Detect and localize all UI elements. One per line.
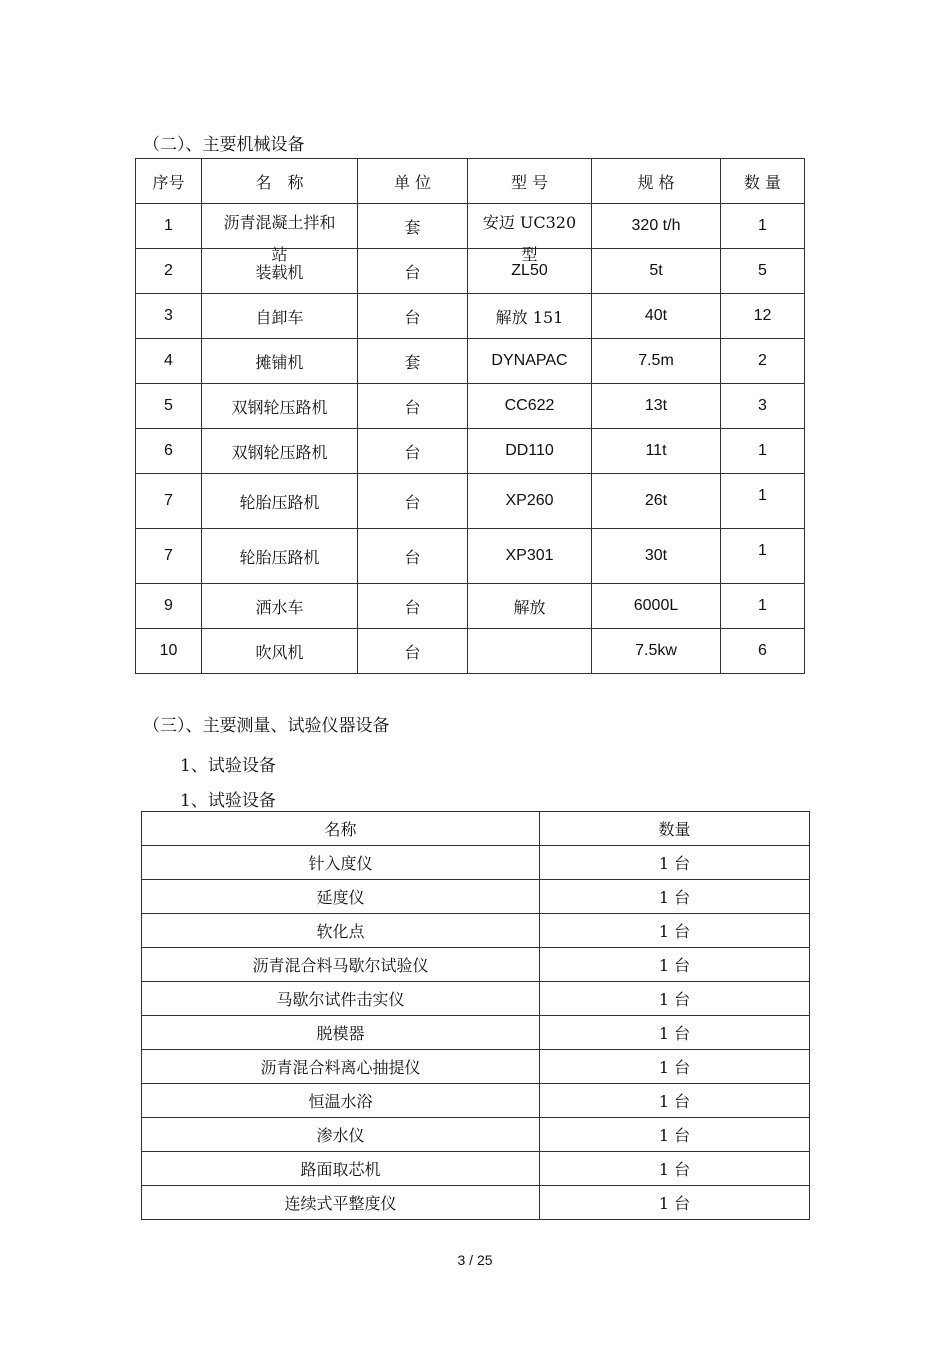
header-cell: 型 号 <box>468 159 592 204</box>
unit-cell: 台 <box>358 529 468 584</box>
spec-cell: 5t <box>592 249 721 294</box>
model-cell: 解放 151 <box>468 294 592 339</box>
table-row <box>142 1152 810 1186</box>
table-row <box>136 474 805 529</box>
quantity-cell: 1 台 <box>540 1152 810 1186</box>
quantity-cell: 1 台 <box>540 1016 810 1050</box>
spec-cell: 7.5kw <box>592 629 721 674</box>
quantity-cell: 1 <box>721 429 805 474</box>
machinery-table <box>135 158 805 674</box>
quantity-cell: 2 <box>721 339 805 384</box>
instrument-name: 脱模器 <box>142 1016 540 1050</box>
unit-cell: 台 <box>358 429 468 474</box>
section-3-heading: （三）、主要测量、试验仪器设备 <box>143 716 390 736</box>
instrument-name: 延度仪 <box>142 880 540 914</box>
row-number: 9 <box>136 584 202 629</box>
quantity-cell: 1 <box>721 204 805 249</box>
table-row <box>142 1016 810 1050</box>
equipment-name: 摊铺机 <box>202 339 358 384</box>
header-cell: 名 称 <box>202 159 358 204</box>
spec-cell: 7.5m <box>592 339 721 384</box>
spec-cell: 320 t/h <box>592 204 721 249</box>
model-cell: DD110 <box>468 429 592 474</box>
quantity-cell: 1 台 <box>540 1118 810 1152</box>
header-cell: 数量 <box>540 812 810 846</box>
model-cell <box>468 204 592 264</box>
model-cell: 解放 <box>468 584 592 629</box>
header-cell: 序号 <box>136 159 202 204</box>
header-cell: 名称 <box>142 812 540 846</box>
table-row <box>142 948 810 982</box>
instrument-name: 路面取芯机 <box>142 1152 540 1186</box>
spec-cell: 40t <box>592 294 721 339</box>
row-number: 5 <box>136 384 202 429</box>
equipment-name: 双钢轮压路机 <box>202 384 358 429</box>
quantity-cell: 1 <box>721 529 805 584</box>
row-number: 6 <box>136 429 202 474</box>
section-2-heading: （二）、主要机械设备 <box>143 135 305 155</box>
quantity-cell: 1 台 <box>540 880 810 914</box>
unit-cell: 套 <box>358 204 468 249</box>
quantity-cell: 1 台 <box>540 846 810 880</box>
model-cell: DYNAPAC <box>468 339 592 384</box>
quantity-cell: 1 台 <box>540 982 810 1016</box>
quantity-cell: 1 台 <box>540 1084 810 1118</box>
unit-cell: 套 <box>358 339 468 384</box>
subsection-heading-repeat: 1、试验设备 <box>180 791 276 811</box>
quantity-cell: 1 台 <box>540 948 810 982</box>
instrument-name: 恒温水浴 <box>142 1084 540 1118</box>
equipment-name <box>202 204 358 264</box>
equipment-name: 轮胎压路机 <box>202 529 358 584</box>
header-cell: 数 量 <box>721 159 805 204</box>
instrument-name: 软化点 <box>142 914 540 948</box>
table-row <box>136 529 805 584</box>
unit-cell: 台 <box>358 294 468 339</box>
equipment-name: 双钢轮压路机 <box>202 429 358 474</box>
quantity-cell: 1 台 <box>540 1050 810 1084</box>
quantity-cell: 12 <box>721 294 805 339</box>
table-row <box>136 339 805 384</box>
model-cell: CC622 <box>468 384 592 429</box>
row-number: 2 <box>136 249 202 294</box>
table-row <box>136 584 805 629</box>
row-number: 3 <box>136 294 202 339</box>
unit-cell: 台 <box>358 384 468 429</box>
equipment-name: 自卸车 <box>202 294 358 339</box>
header-cell: 规 格 <box>592 159 721 204</box>
spec-cell: 6000L <box>592 584 721 629</box>
row-number: 10 <box>136 629 202 674</box>
table-row <box>142 982 810 1016</box>
model-line-1: 安迈 UC320 <box>482 212 577 232</box>
instrument-name: 连续式平整度仪 <box>142 1186 540 1220</box>
quantity-cell: 1 台 <box>540 1186 810 1220</box>
table-row <box>142 1118 810 1152</box>
header-cell: 单 位 <box>358 159 468 204</box>
table-row <box>136 204 805 249</box>
model-cell: ZL50 <box>468 249 592 294</box>
quantity-cell: 1 <box>721 474 805 529</box>
unit-cell: 台 <box>358 249 468 294</box>
name-line-2: 站 <box>271 245 288 264</box>
table-row <box>142 1050 810 1084</box>
table-row <box>142 914 810 948</box>
unit-cell: 台 <box>358 584 468 629</box>
table-row <box>136 294 805 339</box>
table-row <box>136 629 805 674</box>
row-number: 1 <box>136 204 202 249</box>
table-header-row <box>142 812 810 846</box>
quantity-cell: 3 <box>721 384 805 429</box>
table-row <box>142 1186 810 1220</box>
instrument-name: 渗水仪 <box>142 1118 540 1152</box>
model-line-2: 型 <box>521 245 538 264</box>
spec-cell: 11t <box>592 429 721 474</box>
unit-cell: 台 <box>358 474 468 529</box>
name-line-1: 沥青混凝土拌和 <box>223 212 336 232</box>
instrument-name: 马歇尔试件击实仪 <box>142 982 540 1016</box>
quantity-cell: 6 <box>721 629 805 674</box>
table-row <box>136 429 805 474</box>
model-cell: XP260 <box>468 474 592 529</box>
row-number: 7 <box>136 474 202 529</box>
equipment-name: 轮胎压路机 <box>202 474 358 529</box>
unit-cell: 台 <box>358 629 468 674</box>
table-row <box>136 384 805 429</box>
equipment-name: 吹风机 <box>202 629 358 674</box>
model-cell: XP301 <box>468 529 592 584</box>
quantity-cell: 1 台 <box>540 914 810 948</box>
subsection-heading: 1、试验设备 <box>180 756 276 776</box>
table-header-row <box>136 159 805 204</box>
spec-cell: 26t <box>592 474 721 529</box>
model-cell <box>468 629 592 674</box>
spec-cell: 30t <box>592 529 721 584</box>
instrument-name: 沥青混合料马歇尔试验仪 <box>142 948 540 982</box>
instrument-name: 针入度仪 <box>142 846 540 880</box>
table-row <box>142 1084 810 1118</box>
test-equipment-table <box>141 811 810 1220</box>
quantity-cell: 1 <box>721 584 805 629</box>
instrument-name: 沥青混合料离心抽提仪 <box>142 1050 540 1084</box>
row-number: 7 <box>136 529 202 584</box>
equipment-name: 洒水车 <box>202 584 358 629</box>
quantity-cell: 5 <box>721 249 805 294</box>
row-number: 4 <box>136 339 202 384</box>
equipment-name: 装载机 <box>202 249 358 294</box>
table-row <box>142 846 810 880</box>
page-number: 3 / 25 <box>457 1252 493 1268</box>
table-row <box>142 880 810 914</box>
spec-cell: 13t <box>592 384 721 429</box>
